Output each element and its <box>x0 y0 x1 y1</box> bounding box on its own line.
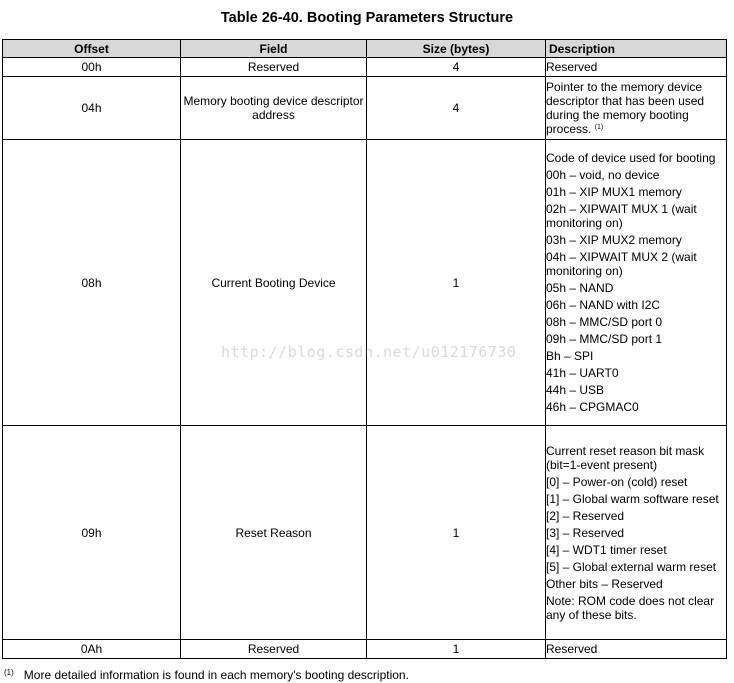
header-size: Size (bytes) <box>367 40 546 58</box>
header-offset: Offset <box>3 40 181 58</box>
description-line: 44h – USB <box>546 383 605 397</box>
footnote-text: More detailed information is found in each memory's booting description. <box>23 668 409 682</box>
cell-size: 1 <box>367 640 546 659</box>
description-text: Pointer to the memory device descriptor that has been used during the memory booting process. <box>546 80 705 136</box>
description-line: 41h – UART0 <box>546 366 619 380</box>
description-line: [0] – Power-on (cold) reset <box>546 474 688 489</box>
cell-description <box>546 77 727 140</box>
table-row <box>3 640 727 659</box>
description-line: Current reset reason bit mask (bit=1-event present) <box>546 443 705 472</box>
cell-size: 1 <box>367 426 546 640</box>
header-field: Field <box>181 40 367 58</box>
description-line: Code of device used for booting <box>546 151 716 165</box>
description-line: 05h – NAND <box>546 281 614 295</box>
cell-offset: 09h <box>3 426 181 640</box>
cell-offset: 00h <box>3 58 181 77</box>
cell-field: Memory booting device descriptor address <box>181 77 367 140</box>
description-line: 09h – MMC/SD port 1 <box>546 332 663 346</box>
description-line: [1] – Global warm software reset <box>546 491 719 506</box>
footnote-reference: (1) <box>594 124 604 131</box>
cell-description <box>546 58 727 77</box>
cell-offset: 08h <box>3 140 181 426</box>
table-row <box>3 77 727 140</box>
description-line <box>546 80 726 136</box>
description-line: Bh – SPI <box>546 349 594 363</box>
cell-size: 4 <box>367 58 546 77</box>
description-line: 02h – XIPWAIT MUX 1 (wait monitoring on) <box>546 202 697 230</box>
table-row <box>3 426 727 640</box>
description-line: [5] – Global external warm reset <box>546 559 717 574</box>
description-line: [4] – WDT1 timer reset <box>546 542 667 557</box>
description-line: [3] – Reserved <box>546 525 625 540</box>
description-line: 04h – XIPWAIT MUX 2 (wait monitoring on) <box>546 250 697 278</box>
cell-field: Current Booting Device <box>181 140 367 426</box>
cell-size: 1 <box>367 140 546 426</box>
table-title: Table 26-40. Booting Parameters Structure <box>220 10 514 26</box>
footnote <box>4 666 409 682</box>
description-line: 08h – MMC/SD port 0 <box>546 315 663 329</box>
table-row <box>3 58 727 77</box>
table-header-row <box>3 40 727 58</box>
description-line: [2] – Reserved <box>546 508 625 523</box>
description-line: 01h – XIP MUX1 memory <box>546 185 682 199</box>
description-line: Reserved <box>546 642 598 656</box>
description-line: 00h – void, no device <box>546 168 660 182</box>
cell-description <box>546 426 727 640</box>
booting-parameters-table <box>2 39 727 659</box>
cell-offset: 0Ah <box>3 640 181 659</box>
description-line: Reserved <box>546 60 598 74</box>
description-line: Other bits – Reserved <box>546 576 663 591</box>
cell-description <box>546 140 727 426</box>
header-description: Description <box>546 40 727 58</box>
watermark: http://blog.csdn.net/u012176730 <box>221 343 517 361</box>
description-line: 06h – NAND with I2C <box>546 298 661 312</box>
description-line: 46h – CPGMAC0 <box>546 400 639 414</box>
description-line: Note: ROM code does not clear any of these bits. <box>546 593 715 622</box>
cell-field: Reserved <box>181 58 367 77</box>
table-row <box>3 140 727 426</box>
cell-description <box>546 640 727 659</box>
cell-offset: 04h <box>3 77 181 140</box>
cell-field: Reset Reason <box>181 426 367 640</box>
cell-size: 4 <box>367 77 546 140</box>
description-line: 03h – XIP MUX2 memory <box>546 233 682 247</box>
cell-field: Reserved <box>181 640 367 659</box>
footnote-mark: (1) <box>4 668 14 677</box>
